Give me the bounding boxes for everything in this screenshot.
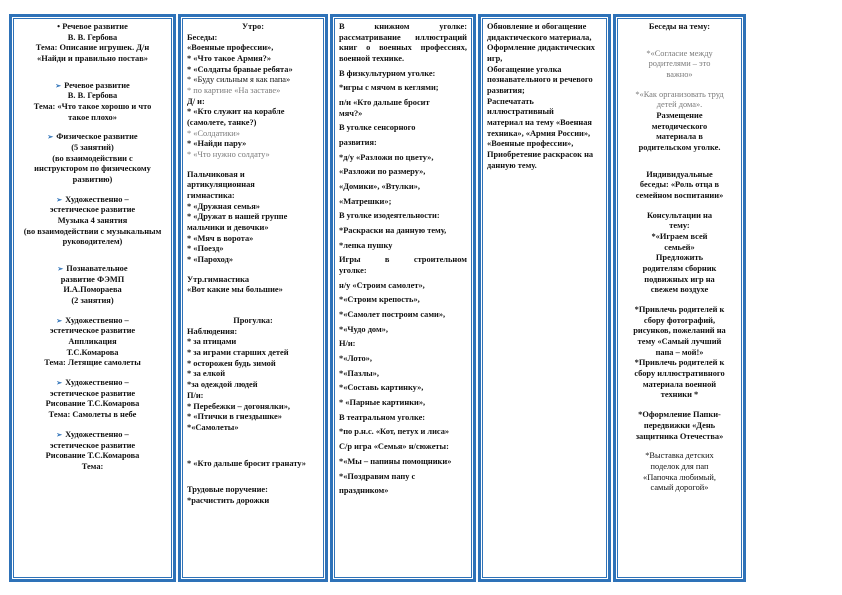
list-item: *«Мы – папины помощники» [339,456,452,466]
request-photos [622,305,737,358]
block-drawing-2 [18,430,167,473]
label-morning-gym: Утр.гимнастика [187,274,250,284]
text-line: передвижки «День [643,420,716,430]
text-line: важно» [666,70,693,80]
list-conversations [187,43,319,96]
block-title: Речевое развитие [62,22,128,31]
text-line: *«Играем всей [651,232,708,242]
list-item: * «Поезд» [187,244,224,254]
list-item: *«Пазлы», [339,368,379,378]
block-theme: такое плохо» [68,112,117,122]
text-line: «Папочка любимый, [643,472,716,482]
list-item: *за одеждой людей [187,380,258,390]
list-item: (самолете, танке?) [187,118,257,128]
request-illustrations [622,358,737,401]
block-line: Т.С.Комарова [66,347,119,357]
text-line: техники * [660,390,699,400]
list-item: «Матрешки»; [339,196,392,206]
block-physical [18,132,167,185]
label-sport-corner: В физкультурном уголке: [339,68,436,78]
text-line: дидактического материала, [487,32,592,42]
block-title: Художественно – [65,315,129,325]
consultations [622,211,737,296]
text-line: материала военной [642,379,717,389]
block-title: Речевое развитие [64,80,130,90]
block-line: И.А.Помораева [63,285,122,295]
text-line: *Привлечь родителей к [634,305,725,315]
text-line: родителями – это [648,59,711,69]
list-item: * за играми старших детей [187,348,289,358]
list-item: *игры с мячом в кеглями; [339,83,439,93]
topic-agreement [622,49,737,81]
block-line: эстетическое развитие [49,388,136,398]
text-line: данную тему. [487,160,537,170]
text-line: «Военные профессии», [487,139,574,149]
list-item: * за елкой [187,369,226,379]
arrow-bullet-icon: ➢ [56,430,63,439]
morning-gym-value: «Вот какие мы большие» [187,285,283,295]
text-line: родительском уголке. [638,143,721,153]
list-item: *лепка пушку [339,240,393,250]
list-item: п/и «Кто дальше бросит [339,98,430,108]
topic-home-labor [622,90,737,154]
list-item: * Перебежки – догонялки», [187,401,290,411]
text-line: игр, [487,54,503,64]
block-line: эстетическое развитие [49,326,136,336]
text-line: защитника Отечества» [635,431,724,441]
block-author: В. В. Гербова [67,32,118,42]
list-item: * «Что нужно солдату» [187,150,270,160]
environment-text [482,18,607,578]
list-item: «Военные профессии», [187,43,274,53]
block-title: Художественно – [65,429,129,439]
arrow-bullet-icon: ➢ [57,265,64,274]
column-environment [478,14,611,582]
text-line: *«Как организовать труд [635,89,724,99]
block-title: Познавательное [66,264,128,274]
label-theatre-corner: В театральном уголке: [339,412,426,422]
label-sensory-corner: развития: [339,138,377,148]
list-item: «Домики», «Втулки», [339,182,420,192]
list-item: * «Кто дальше бросит гранату» [187,458,306,468]
block-music [18,195,167,248]
block-drawing-1 [18,378,167,421]
block-line: (5 занятий) [71,143,114,153]
list-item: * за птицами [187,337,237,347]
list-finger-gym [187,202,319,266]
list-item: праздником» [339,486,389,496]
label-sensory-corner: В уголке сенсорного [339,123,416,133]
block-line: руководителем) [62,237,123,247]
list-item: * «Парные картинки», [339,398,426,408]
column-daily-routine [178,14,328,582]
list-item: н/у «Строим самолет», [339,280,425,290]
block-speech-2 [18,81,167,124]
text-line: поделок для пап [650,461,709,471]
list-item: *«Самолеты» [187,422,239,432]
list-item: * «Буду сильным я как папа» [187,75,291,85]
list-item: мяч?» [339,108,363,118]
block-line: развитие ФЭМП [60,274,125,284]
text-line: *Оформление Папки- [638,410,721,420]
label-didactic-games: Д/ и: [187,96,205,106]
label-labor: Трудовые поручение: [187,485,268,495]
list-item: *по р.н.с. «Кот, петух и лиса» [339,427,450,437]
block-applique [18,316,167,369]
list-item: * «Найди пару» [187,139,247,149]
text-line: семейном воспитании» [635,191,724,201]
text-line: Предложить [655,253,704,263]
block-theme: Тема: Описание игрушек. Д/н [35,43,150,53]
block-title: Художественно – [65,378,129,388]
block-line: Музыка 4 занятия [57,216,128,226]
list-item: *«Строим крепость», [339,295,420,305]
block-theme: «Найди и правильно постав» [37,54,148,64]
exhibition [622,451,737,494]
list-observations [187,337,319,390]
list-item: * «Что такое Армия?» [187,54,272,64]
text-line: техника», «Армия России», [487,128,591,138]
block-cognitive [18,264,167,307]
column-corners [330,14,476,582]
block-line: эстетическое развитие [49,205,136,215]
block-line: Тема: [81,461,104,471]
arrow-bullet-icon: ➢ [56,379,63,388]
list-item: * «Мяч в ворота» [187,233,254,243]
block-line: (2 занятия) [71,296,114,306]
text-line: родителям сборник [642,264,717,274]
section-heading-parents: Беседы на тему: [648,22,711,31]
text-line: Приобретение раскрасок на [487,150,594,160]
label-finger-gym: гимнастика: [187,191,235,201]
list-item: * по картине «На заставе» [187,86,281,96]
folder-design [622,410,737,442]
label-construction-corner: уголке: [339,266,367,276]
list-item: *«Чудо дом», [339,324,388,334]
list-item: «Разложи по размеру», [339,167,426,177]
label-outdoor-games: П/и: [187,390,204,400]
text-line: семьей» [664,242,695,252]
block-title: Физическое развитие [56,132,138,142]
list-item: мальчики и девочки» [187,223,269,233]
block-line: эстетическое развитие [49,440,136,450]
block-line: Тема: Летящие самолеты [44,358,141,368]
label-finger-gym: Пальчиковая и [187,169,245,179]
list-item: * «Птички в гнездышке» [187,412,282,422]
text-line: самый дорогой» [650,483,709,493]
column-parents [613,14,746,582]
block-line: (во взаимодействии с [52,153,133,163]
list-item: *«Поздравим папу с [339,471,416,481]
label-construction-corner: Игры в строительном [339,255,467,265]
block-line: Рисование Т.С.Комарова [45,451,140,461]
text-line: Распечатать иллюстративный [487,96,554,117]
text-line: тему «Самый лучший [637,337,722,347]
text-line: Консультации на [646,210,713,220]
text-line: *«Согласие между [646,48,713,58]
list-item: * «Пароход» [187,255,234,265]
block-title: Художественно – [65,194,129,204]
text-line: Обновление и обогащение [487,22,587,31]
arrow-bullet-icon: ➢ [55,81,62,90]
text-line: сбору иллюстративного [634,369,725,379]
block-theme: Тема: «Что такое хорошо и что [33,102,152,112]
list-item: *Раскраски на данную тему, [339,226,447,236]
list-item: * «Солдаты бравые ребята» [187,64,293,74]
section-heading-morning: Утро: [242,22,264,31]
list-item: *«Лото», [339,354,372,364]
text-line: Обогащение уголка [487,64,562,74]
label-observations: Наблюдения: [187,326,238,336]
block-speech-1 [18,22,167,65]
label-art-corner: В уголке изодеятельности: [339,211,440,221]
text-line: материал на тему «Военная [487,118,592,128]
text-line: беседы: «Роль отца в [639,180,720,190]
text-line: Размещение [656,111,703,121]
block-line: (во взаимодействии с музыкальным [23,226,162,236]
labor-value: *расчистить дорожки [187,495,270,505]
section-heading-walk: Прогулка: [233,316,273,326]
list-item: * осторожен будь зимой [187,358,276,368]
label-board-games: Н/и: [339,339,356,349]
block-line: Аппликация [68,337,117,347]
block-line: Тема: Самолеты в небе [48,410,137,420]
text-line: Оформление дидактических [487,43,595,53]
list-item: *«Составь картинку», [339,383,424,393]
list-item: * «Дружат в нашей группе [187,212,288,222]
text-line: методического [651,121,708,131]
list-item: * «Кто служит на корабле [187,107,285,117]
list-outdoor-games [187,402,319,434]
list-item: *д/у «Разложи по цвету», [339,152,434,162]
text-line: папа – мой!» [655,347,704,357]
arrow-bullet-icon: ➢ [56,195,63,204]
label-conversations: Беседы: [187,32,218,42]
text-line: *Выставка детских [645,451,714,461]
individual-talks [622,170,737,202]
label-finger-gym: артикуляционная [187,180,255,190]
text-line: детей дома». [656,100,703,110]
list-item: * «Дружная семья» [187,201,260,211]
text-line: познавательного и речевого [487,75,593,85]
block-line: развитию) [72,175,113,185]
text-line: тему: [669,221,690,231]
text-line: материала в [656,132,703,142]
book-corner-text: В книжном уголке: рассматривание иллюстраций книг о военных профессиях, военной технике. [339,22,467,64]
arrow-bullet-icon: ➢ [56,316,63,325]
label-role-play: С/р игра «Семья» н/сюжеты: [339,442,449,452]
column-activities [9,14,176,582]
block-author: В. В. Гербова [67,91,118,101]
text-line: сбору фотографий, [643,315,716,325]
text-line: Индивидуальные [646,169,713,179]
list-item: *«Самолет построим сами», [339,310,446,320]
text-line: свежем воздухе [650,285,709,295]
text-line: *Привлечь родителей к [634,358,725,368]
block-line: Рисование Т.С.Комарова [45,399,140,409]
arrow-bullet-icon: ➢ [47,133,54,142]
text-line: подвижных игр на [644,274,715,284]
text-line: рисунков, пожеланий на [633,326,726,336]
list-didactic-games [187,107,319,160]
block-line: инструктором по физическому [34,164,151,174]
list-item: * «Солдатики» [187,128,240,138]
text-line: развития; [487,86,525,96]
